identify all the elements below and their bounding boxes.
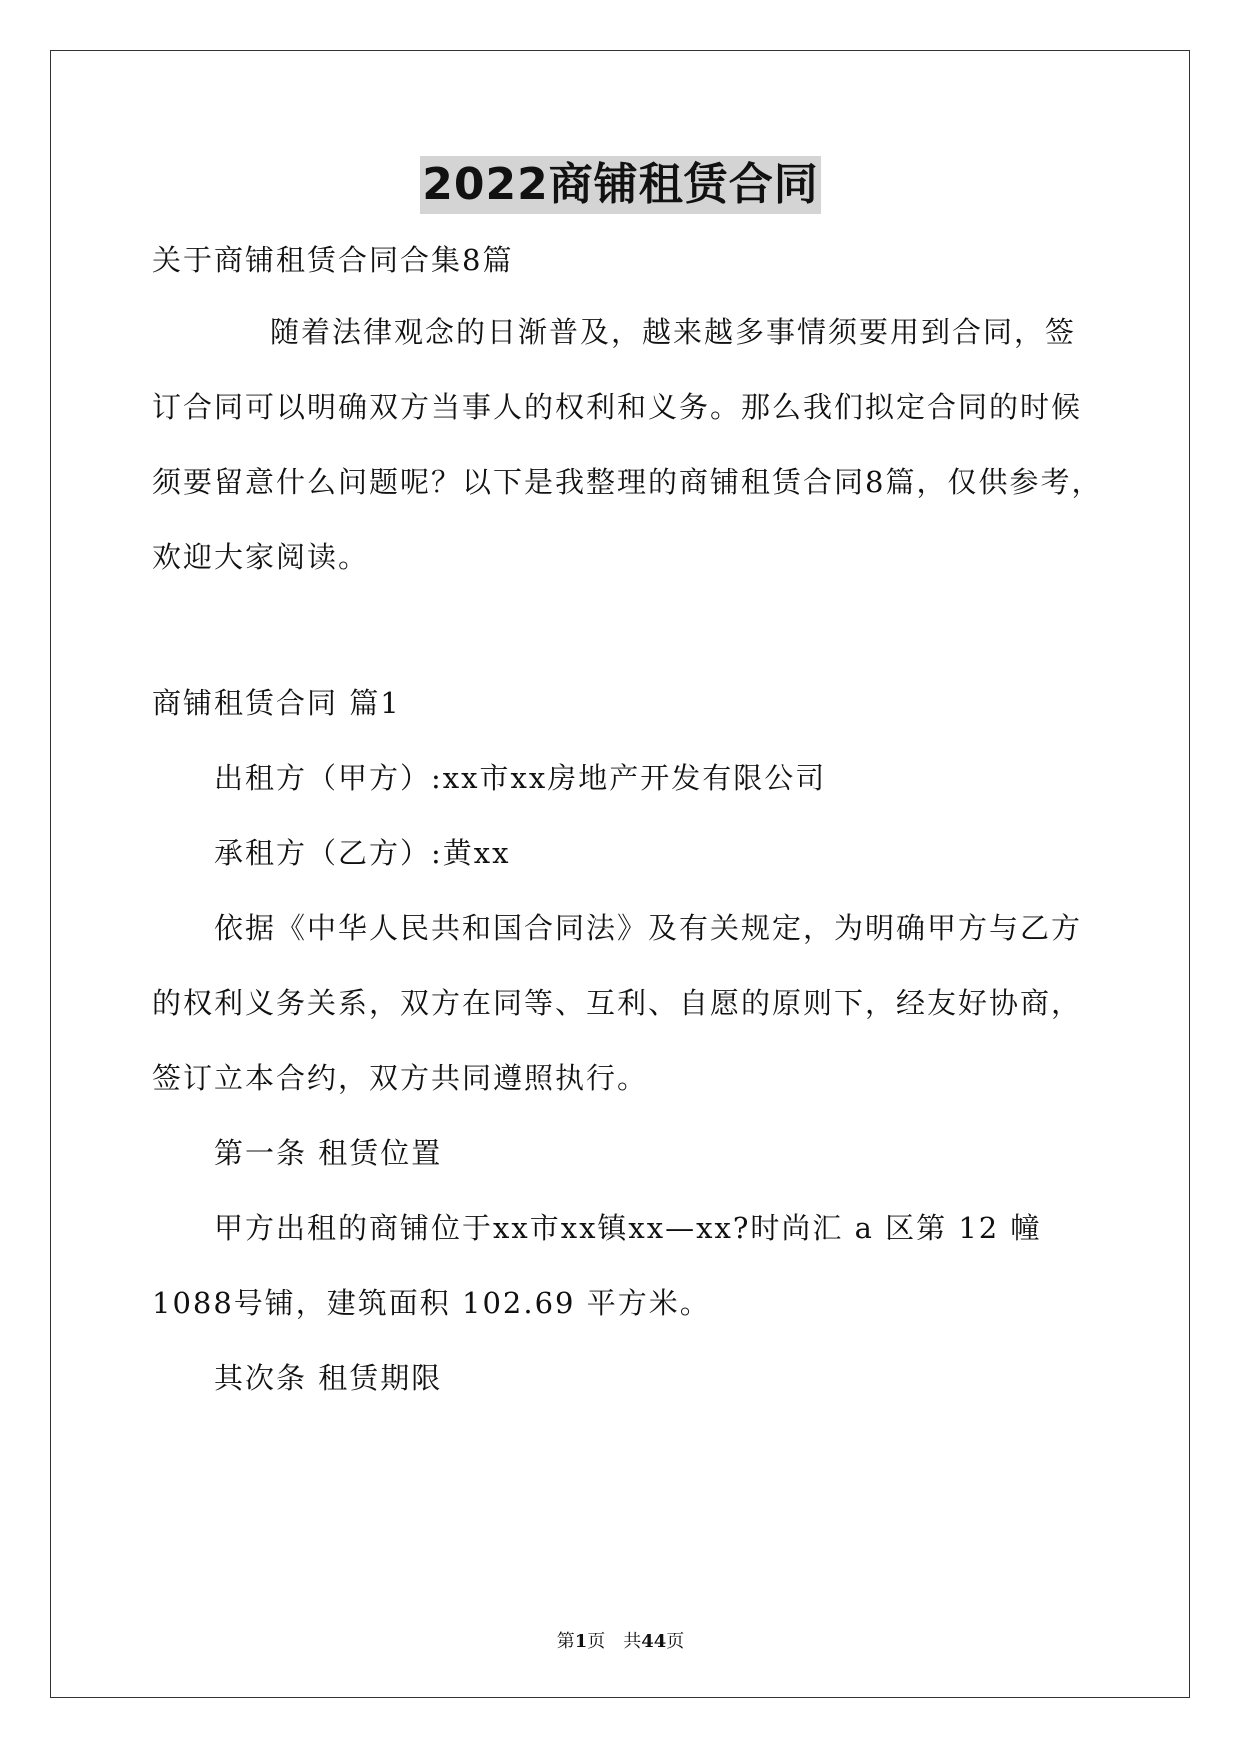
paragraph-line: 随着法律观念的日渐普及，越来越多事情须要用到合同，签	[270, 315, 1077, 349]
page-border	[50, 50, 1190, 1698]
lessee-line: 承租方（乙方）:黄xx	[214, 836, 511, 870]
paragraph-line: 须要留意什么问题呢？以下是我整理的商铺租赁合同8篇，仅供参考，	[152, 465, 1103, 499]
paragraph-line: 甲方出租的商铺位于xx市xx镇xx—xx?时尚汇 a 区第 12 幢	[214, 1211, 1042, 1245]
paragraph-line: 1088号铺，建筑面积 102.69 平方米。	[152, 1286, 711, 1320]
article-heading: 其次条 租赁期限	[214, 1361, 443, 1395]
paragraph-line: 依据《中华人民共和国合同法》及有关规定，为明确甲方与乙方	[214, 911, 1083, 945]
title-container	[0, 156, 1241, 214]
document-title: 2022商铺租赁合同	[420, 156, 820, 214]
footer-page-number: 1	[574, 1631, 588, 1652]
footer-mid: 页 共	[587, 1631, 642, 1652]
section-heading: 商铺租赁合同 篇1	[152, 686, 401, 720]
page-footer	[0, 1630, 1241, 1654]
article-heading: 第一条 租赁位置	[214, 1136, 443, 1170]
subtitle-line: 关于商铺租赁合同合集8篇	[152, 243, 514, 277]
paragraph-line: 签订立本合约，双方共同遵照执行。	[152, 1061, 649, 1095]
paragraph-line: 的权利义务关系，双方在同等、互利、自愿的原则下，经友好协商，	[152, 986, 1083, 1020]
paragraph-line: 欢迎大家阅读。	[152, 540, 370, 574]
footer-total-pages: 44	[641, 1631, 667, 1652]
footer-suffix: 页	[666, 1631, 685, 1652]
lessor-line: 出租方（甲方）:xx市xx房地产开发有限公司	[214, 761, 827, 795]
paragraph-line: 订合同可以明确双方当事人的权利和义务。那么我们拟定合同的时候	[152, 390, 1083, 424]
footer-prefix: 第	[556, 1631, 575, 1652]
